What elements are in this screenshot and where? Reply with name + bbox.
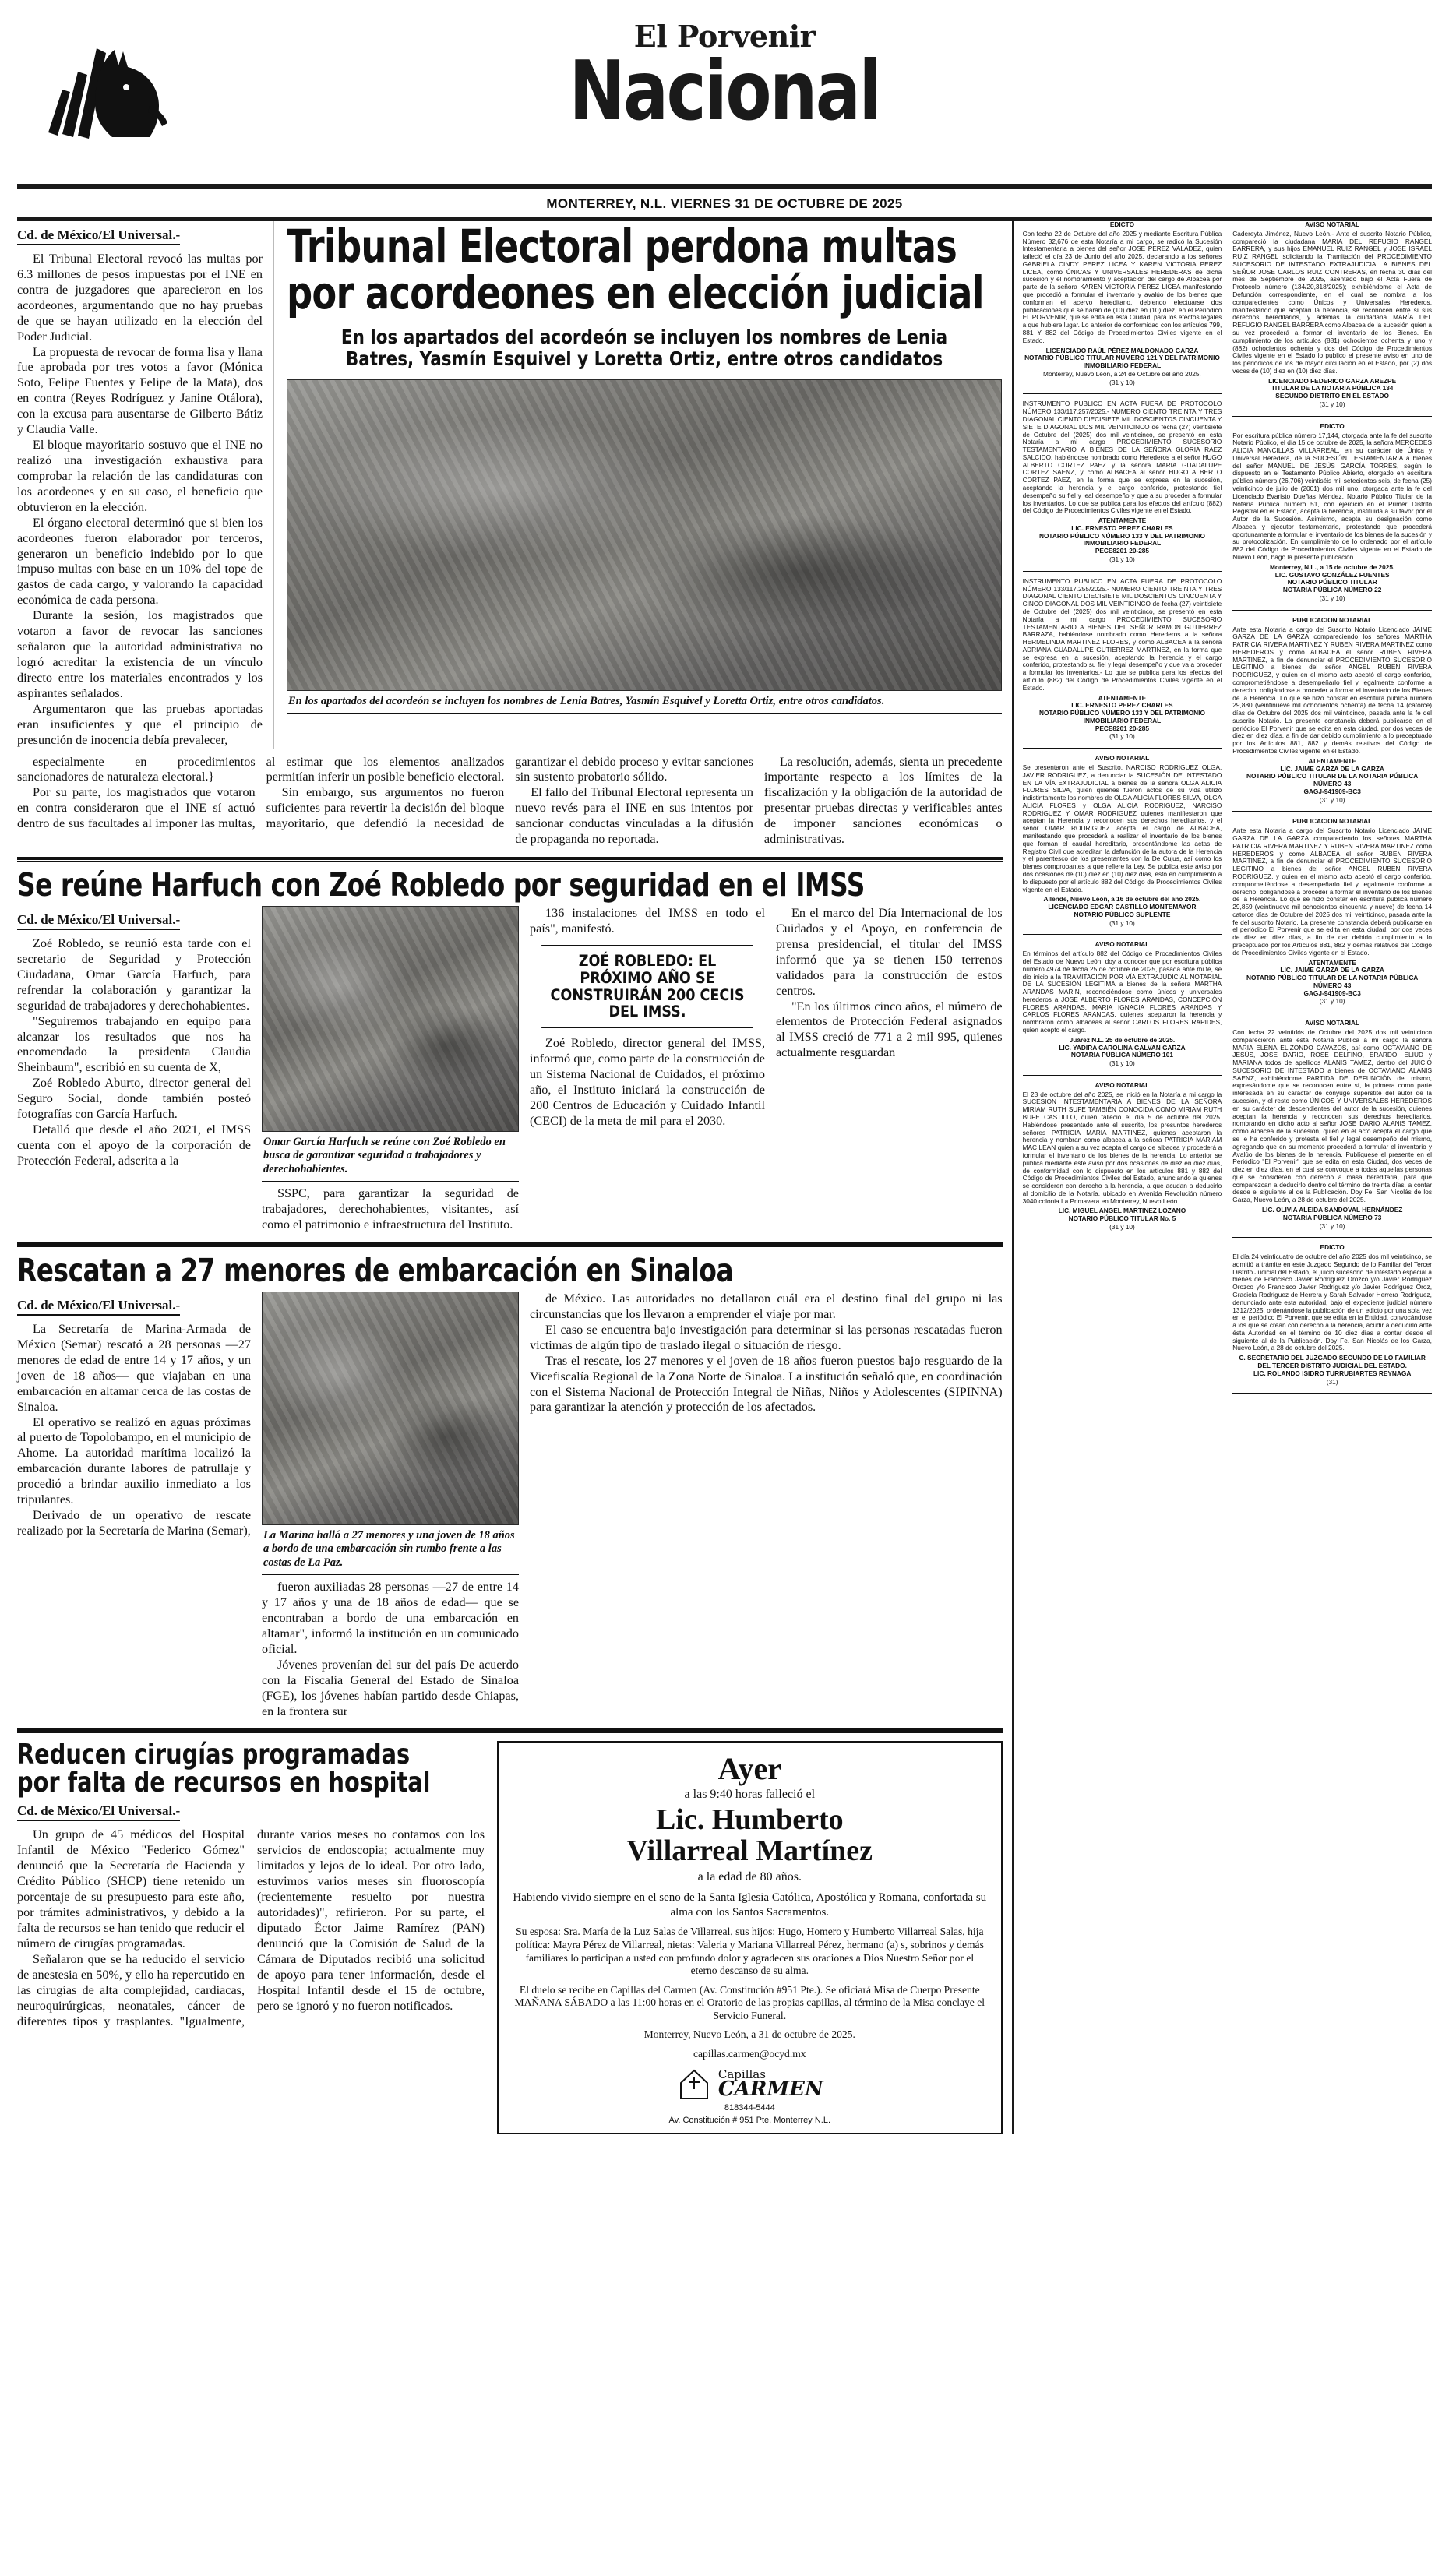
legal-notice-count: (31 y 10) [1319,795,1345,804]
legal-notice-signer: LIC. MIGUEL ANGEL MARTINEZ LOZANO NOTARIO PÚBLICO TITULAR No. 5 [1058,1207,1186,1223]
section-divider-1 [17,857,1003,862]
legal-notice-count: (31) [1326,1377,1338,1386]
article-main-headline-line1: Tribunal Electoral perdona multas [287,220,957,273]
legal-notice-body: Se presentaron ante el Suscrito, NARCISO RODRIGUEZ OLGA, JAVIER RODRIGUEZ, a denunciar la SUCESIÓN DE INTESTADO EN LA VÍA EXTRAJUDICIAL a bienes de la señora OLGA ALICIA FLORES SILVA, quien quienes fueron actos de su vida utilizó indistintamente los nombres de OLGA ALICIA FLORES SILVA, OLGA ALICIA FLORES y OLGA ALICIA RODRIGUEZ, NARCISO RODRIGUEZ Y OMAR RODRIGUEZ quienes manifiestaron que aceptan la Herencia y reconocen sus derechos hereditarios, y el señor OMAR RODRIGUEZ acepta el cargo de ALBACEA, manifestando que procederá a realizar el inventario de los bienes que forman el caudal hereditario, presentándome las actas de Registro Civil que acreditan la defunción de la autora de la Herencia y el parentesco de los presentantes con la De Cujus, así como los bienes comprobantes a que refiere la Ley. Se publica este aviso por dos ocasiones de (10) diez en (10) diez días, esto en cumplimiento a lo dispuesto por el artículo 882 del Código de Procedimientos Civiles vigente en el Estado. [1022,763,1222,893]
article-main-continuation [17,755,1003,848]
legal-notice-signer: ATENTAMENTE LIC. ERNESTO PEREZ CHARLES NOTARIO PÚBLICO NÚMERO 133 Y DEL PATRIMONIO INMOBILIARIO FEDERAL PECE8201 20-285 [1038,693,1205,732]
legal-notice-body: Por escritura pública número 17,144, otorgada ante la fe del suscrito Notario Público, el día 15 de octubre de 2025, la señora MERCEDES ALICIA MANCILLAS VILLARREAL, en su carácter de Única y Universal Heredera, de la SUCESIÓN TESTAMENTARIA a bienes del señor MANUEL DE JESÚS GARCÍA TORRES, según lo dispuesto en el Testamento Público Abierto, otorgado en escritura pública número (26,706) veintiséis mil setecientos seis, de fecha (25) veinticinco de julio de (2001) dos mil uno, otorgada ante la fe del Licenciado Evaristo Dueñas Méndez, Notario Público Titular de la Notaría Pública número 51, con ejercicio en el Primer Distrito Registral en el Estado, acepta la herencia, instituida a su favor por el Autor de la Sucesión. Asimismo, acepta su designación como Albacea y ejecutor testamentario, protestando que procederá oportunamente a formular el inventario de los bienes de la sucesión y su protocolización. En cumplimiento de lo ordenado por el artículo 882 del Código de Procedimientos Civiles vigente en el Estado de Nuevo León, hago la presente publicación. [1232,431,1432,562]
legal-notice-divider [1232,1237,1432,1238]
caption-rule [262,1181,519,1182]
brand-main: Nacional [569,44,880,139]
obituary-city: Monterrey, Nuevo León, a 31 de octubre de 2025. [643,2028,855,2041]
legal-notice-body: Ante esta Notaría a cargo del Suscrito Notario Licenciado JAIME GARZA DE LA GARZA compareciendo los señores MARTHA PATRICIA RIVERA MARTINEZ Y RUBEN RIVERA MARTINEZ como HEREDEROS y como ALBACEA el señor RUBEN RIVERA MARTINEZ, a fin de denunciar el PROCEDIMIENTO SUCESORIO LEGITIMO a bienes del señor ANGEL RUBEN RIVERA RODRIGUEZ, y quien en el mismo acto aceptó el cargo conferido, comprometiéndose a desempeñarlo fiel y legalmente conforme a derecho, obligándose a proceder a formar el inventario de los Bienes de la Herencia. Lo que se hizo constar en escritura pública número 29,880 (veintinueve mil ochocientos ochenta) de fecha 14 (catorce) días de Octubre del 2025 dos mil veinticinco, pasada ante la fe del suscrito Notario. La presente constancia deberá publicarse en el periódico El Porvenir que se edita en esta ciudad, por dos veces de diez en diez días, a fin de dar debido cumplimiento a lo preceptuado por los Artículos 881, 882 y demás relativos del Código de Procedimientos Civiles vigente en el Estado. [1232,625,1432,755]
legal-notice-title: EDICTO [1320,421,1345,430]
legal-notice-body: INSTRUMENTO PUBLICO EN ACTA FUERA DE PROTOCOLO NÚMERO 133/117.255/2025.- NUMERO CIENTO TREINTA Y TRES DIAGONAL CIENTO DIECISIETE MIL DOSCIENTOS CINCUENTA Y CINCO DIAGONAL DOS MIL VEINTICINCO de fecha (27) veintisiete de Octubre del (2025) dos mil veinticinco, se presentó en esta Notaría a mi cargo PROCEDIMIENTO SUCESORIO TESTAMENTARIO A BIENES DEL SEÑOR RAMON GUTIERREZ BARRAZA, habiéndose nombrado como Herederos a la señora HERMELINDA MARTINEZ FLORES, y como ALBACEA a la señora ADRIANA GUADALUPE GUTIERREZ MARTINEZ, en la forma que se expresa en la sucesión, aceptando la herencia y el cargo conferido, protestando su fiel y legal desempeño y que va a proceder a formular los inventarios.- Lo que se publica para los efectos del artículo (882) del Código de Procedimientos Civiles vigente en el Estado. [1022,576,1222,692]
legal-notice-title: PUBLICACION NOTARIAL [1292,615,1373,624]
article-sinaloa-caption: La Marina halló a 27 menores y una joven de 18 años a bordo de una embarcación sin rumbo frente a las costas de La Paz. [263,1528,515,1569]
article-main-right [274,221,1002,749]
paragraph: La propuesta de revocar de forma lisa y llana fue aprobada por tres votos a favor (Mónica Soto, Felipe Fuentes y Felipe de la Mata), dos en contra (Reyes Rodríguez y Janine Otálora), con la excusa para ausentarse de Gilberto Bátiz y Claudia Valle. [17,344,263,437]
article-main-left-column [17,221,274,749]
page-body [17,221,1432,2134]
legal-notice [1232,617,1432,805]
paragraph: El bloque mayoritario sostuvo que el INE no realizó una investigación exhaustiva para comprobar la relación de las candidaturas con los acordeones y en su caso, el beneficio que obtuvieron en la elección. [17,438,263,514]
brand-top: El Porvenir [633,19,816,54]
paragraph: "Seguiremos trabajando en equipo para alcanzar los resultados que nos ha encomendado la presidenta Claudia Sheinbaum", escribió en su cuenta de X, [17,1013,251,1075]
funeral-home-name-top: Capillas [717,2067,766,2082]
legal-notice [1232,1020,1432,1230]
article-main-credit: Cd. de México/El Universal.- [17,227,180,245]
paragraph: Argumentaron que las pruebas aportadas eran insuficientes y que el principio de presunción de inocencia debía prevalecer, [17,701,263,747]
article-main-headline-line2: por acordeones en elección judicial [287,266,984,320]
legal-notice-count: (31 y 10) [1319,1221,1345,1230]
paragraph: Señalaron que se ha reducido el servicio de anestesia en 50%, y ello ha repercutido en las cirugías de alta complejidad, cardiacas, neuroquirúrgicas, neonatales, cáncer de diferentes tipos y trasplantes. "Igualmente, durante varios meses no contamos con los servicios de endoscopia; actualmente muy limitados y lejos de lo ideal. Por otro lado, estuvimos varios meses sin fluoroscopía (recientemente resuelto por nuestra autoridades)", refirieron. Por su parte, el diputado Éctor Jaime Ramírez (PAN) denunció que la Comisión de Salud de la Cámara de Diputados recibió una solicitud de apoyo para tener información, desde el Hospital Infantil desde el 15 de octubre, pero se ignoró y no fueron notificados. [17,1827,485,2028]
legal-notice-signer: Allende, Nuevo León, a 16 de octubre del año 2025. LICENCIADO EDGAR CASTILLO MONTEMAYOR NOTARIO PÚBLICO SUPLENTE [1043,895,1201,918]
paragraph: SSPC, para garantizar la seguridad de trabajadores, derechohabientes, visitantes, así como el patrimonio e infraestructura del Instituto. [262,1186,519,1232]
paragraph: especialmente en procedimientos sancionadores de naturaleza electoral.} [17,754,256,784]
legal-notice-title: AVISO NOTARIAL [1305,220,1360,228]
article-imss-photo [262,906,519,1132]
obituary-time: a las 9:40 horas falleció el [684,1788,816,1802]
legal-notice-signer: ATENTAMENTE LIC. JAIME GARZA DE LA GARZA NOTARIO PÚBLICO TITULAR DE LA NOTARIA PÚBLICA NÚMERO 43 GAGJ-941909-BC3 [1246,958,1419,997]
legal-notice-divider [1232,1393,1432,1394]
article-hospital [17,1741,485,2134]
legal-notice-count: (31 y 10) [1109,555,1135,564]
chapel-icon [676,2069,712,2100]
paragraph: Detalló que desde el año 2021, el IMSS cuenta con el apoyo de la corporación de Protección Federal, adscrita a la [17,1122,251,1168]
legal-notice-body: En términos del artículo 882 del Código de Procedimientos Civiles del Estado de Nuevo León, doy a conocer que por escritura pública número 4974 de fecha 25 de octubre de 2025, pasada ante mi fe, se dio inicio a la TRAMITACIÓN POR VÍA EXTRAJUDICIAL NOTARIAL DE LA SUCESIÓN LEGITIMA a bienes de la señora MARTHA ARANDAS MARIN, reconociéndose como únicos y universales herederos a JOSE ALBERTO FLORES ARANDAS, CONCEPCIÓN FLORES ARANDAS, MARIA IGNACIA FLORES ARANDAS Y CARLOS FLORES ARANDAS, quienes aceptaron la herencia y nombraron como albaceas al señor CARLOS FLORES RAPIDES, quien acepto el cargo. [1022,950,1222,1034]
obituary-family: Su esposa: Sra. María de la Luz Salas de Villarreal, sus hijos: Hugo, Homero y Humberto Villarreal Salas, hija política: Mayra Pérez de Villarreal, nietas: Valeria y Mariana Villarreal Pérez, hermano (a) s, sobrinos y demás familiares lo participan a usted con profundo dolor y agradecen sus oraciones a Dios Nuestro Señor por el eterno descanso de su alma. [515,1926,984,1977]
legal-notice-divider [1023,571,1222,572]
legal-notice-signer: C. SECRETARIO DEL JUZGADO SEGUNDO DE LO FAMILIAR DEL TERCER DISTRITO JUDICIAL DEL ESTADO. LIC. ROLANDO ISIDRO TURRUBIARTES REYNAGA [1239,1354,1426,1377]
legal-notices-columns [1023,221,1432,1394]
article-sinaloa-headline: Rescatan a 27 menores de embarcación en Sinaloa [17,1251,734,1289]
legal-notice [1023,1082,1222,1232]
paragraph: Zoé Robledo Aburto, director general del Seguro Social, donde también posteó fotografías con García Harfuch. [17,1076,251,1122]
legal-notice-title: AVISO NOTARIAL [1095,940,1150,949]
article-hospital-headline-line2: por falta de recursos en hospital [17,1767,431,1799]
legal-notice-title: EDICTO [1320,1243,1345,1252]
legal-notice-body: Cadereyta Jiménez, Nuevo León.- Ante el suscrito Notario Público, compareció la ciudadana MARIA DEL REFUGIO RANGEL BARRERA, y sus hijos EMANUEL RUIZ RANGEL y JOSE ISRAEL RUIZ RANGEL solicitando la Tramitación del PROCEDIMIENTO SUCESORIO DE INTESTADO EXTRAJUDICIAL A BIENES DEL SEÑOR JOSE CARLOS RUIZ CONTRERAS, en fecha 30 días del mes de Septiembre de 2025, asentado bajo el Acta Fuera de Protocolo número (134/20,318/2025); exhibiéndome el Acta de Defunción correspondiente, en el cual se nombra a los comparecientes como Únicos y Universales Herederos, manifestando que aceptan la herencia, se reconocen entre sí sus derechos hereditarios, y además la ciudadana MARÍA DEL REFUGIO RANGEL BARRERA como Albacea de la sucesión quien a su vez procederá a formar el inventario de los Bienes. En cumplimiento de los artículos (881) ochocientos ochenta y uno y (882) ochocientos ochenta y dos del Código de Procedimientos Civiles vigente en el Estado lo publico el presente aviso en uno de los periódicos de los de mayor circulación en el Estado, por (2) dos veces de (10) diez en (10) diez días. [1232,229,1432,375]
paragraph: Derivado de un operativo de rescate realizado por la Secretaría de Marina (Semar), [17,1508,251,1538]
paragraph: Tras el rescate, los 27 menores y el joven de 18 años fueron puestos bajo resguardo de la Vicefiscalía Regional de la Zona Norte de Sinaloa. La institución señaló que, en coordinación con el Sistema Nacional de Protección Integral de Niñas, Niños y Adolescentes (SIPINNA) para garantizar la atención y protección de los afectados. [530,1353,1003,1415]
legal-notice [1023,221,1222,386]
legal-notice-body: Con fecha 22 de Octubre del año 2025 y mediante Escritura Pública Número 32,676 de esta Notaría a mi cargo, se radicó la Sucesión Intestamentaria a bienes del señor JOSE PEREZ VALADEZ, quien falleció el día 23 de Junio del año 2025, declarando a los señores GABRIELA CINDY PEREZ LICEA Y KAREN VICTORIA PEREZ LICEA, como ÚNICAS Y UNIVERSALES HEREDERAS de dicha sucesión y el nombramiento y aceptación del cargo de Albacea por parte de la señora KAREN VICTORIA PEREZ LICEA manifestando que procedió a formular el inventario y avalúo de los bienes que conforman el acervo hereditario, debiendo efectuarse dos publicaciones que se harán de (10) diez en (10) diez, en el Periódico EL PORVENIR, que se edita en esta Ciudad, para los efectos legales a que hubiere lugar. Lo anterior de conformidad con los artículos 799, 881 Y 882 del Código de Procedimientos Civiles vigente en el Estado. [1022,229,1222,344]
brand-block [17,0,1432,139]
legal-notice [1023,755,1222,927]
paragraph: Un grupo de 45 médicos del Hospital Infantil de México "Federico Gómez" denunció que la Secretaría de Hacienda y Crédito Público (SHCP) tiene retenido un porcentaje de su presupuesto para este año, por trámites administrativos, y debido a la falta de recursos se han tenido que reducir el número de cirugías programadas. [17,1827,245,1951]
paragraph: Jóvenes provenían del sur del país De acuerdo con la Fiscalía General del Estado de Sinaloa (FGE), los jóvenes habían partido desde Chiapas, en la frontera sur [262,1657,519,1718]
article-sinaloa-photo [262,1292,519,1525]
paragraph: La Secretaría de Marina-Armada de México (Semar) rescató a 28 personas —27 menores de edad de entre 14 y 17 años, y un joven de 18 años— que viajaban en una embarcación en altamar cerca de las costas de Sinaloa. [17,1321,251,1414]
paragraph: En el marco del Día Internacional de los Cuidados y el Apoyo, en conferencia de prensa presidencial, el titular del IMSS informó que ya se tienen 150 terrenos validados para la construcción de estos centros. [776,906,1003,998]
legal-notice-signer: Juárez N.L. 25 de octubre de 2025. LIC. YADIRA CAROLINA GALVAN GARZA NOTARIA PÚBLICA NÚMERO 101 [1059,1035,1186,1059]
funeral-home-phone: 818344-5444 [724,2102,775,2113]
paragraph: El fallo del Tribunal Electoral representa un nuevo revés para el INE en sus intentos por sancionar conductas vinculadas a la difusión de propaganda no reportada. [515,785,753,847]
legal-notice-signer: Monterrey, N.L., a 15 de octubre de 2025. LIC. GUSTAVO GONZÁLEZ FUENTES NOTARIO PÚBLICO TITULAR NOTARIA PÚBLICA NÚMERO 22 [1269,562,1395,594]
legal-notice [1023,578,1222,741]
article-sinaloa-credit: Cd. de México/El Universal.- [17,1298,180,1316]
legal-notice-body: INSTRUMENTO PUBLICO EN ACTA FUERA DE PROTOCOLO NÚMERO 133/117.257/2025.- NUMERO CIENTO TREINTA Y TRES DIAGONAL CIENTO DIECISIETE MIL DOSCIENTOS CINCUENTA Y SIETE DIAGONAL DOS MIL VEINTICINCO de fecha (27) veintisiete de Octubre del (2025) dos mil veinticinco, se presentó en esta Notaría a mi cargo PROCEDIMIENTO SUCESORIO TESTAMENTARIO A BIENES DE LA SEÑORA GLORIA RAEZ SALCIDO, habiéndose nombrado como Herederos a el señor HUGO ALBERTO CORTEZ PAEZ y la señora MARIA GUADALUPE CORTEZ SAENZ, y como ALBACEA al señor HUGO ALBERTO CORTEZ PAEZ, en la forma que se expresa en la sucesión, aceptando la herencia y el cargo conferido, protestando fiel desempeño su fiel y leal desempeño y que a su proceder a formular los inventarios. Lo que se publica para los efectos del artículo (882) del Código de Procedimientos Civiles vigente en el Estado. [1022,400,1222,515]
paragraph: Por su parte, los magistrados que votaron en contra consideraron que el INE sí actuó dentro de sus facultades al imponer las multas, al estimar que los elementos analizados permitían inferir un posible beneficio electoral. [17,754,505,831]
bottom-row [17,1741,1003,2134]
paragraph: Zoé Robledo, director general del IMSS, informó que, como parte de la construcción de un Sistema Nacional de Cuidados, el próximo año, el Instituto iniciará la construcción de 200 Centros de Educación y Cuidado Infantil (CECI) de la meta de mil para el 2030. [530,1036,765,1128]
article-main [17,221,1003,749]
section-divider-3 [17,1728,1003,1733]
article-imss-headline: Se reúne Harfuch con Zoé Robledo por seguridad en el IMSS [17,866,865,904]
legal-notice [1023,400,1222,563]
legal-notice-title: EDICTO [1109,220,1135,228]
legal-notice-count: (31 y 10) [1319,400,1345,408]
legal-notice-count: (31 y 10) [1109,1059,1135,1068]
article-sinaloa-photo-block [262,1292,519,1719]
caption-rule [262,1574,519,1575]
article-main-photo [287,379,1002,691]
article-main-subhead: En los apartados del acordeón se incluyen los nombres de Lenia Batres, Yasmín Esquivel y Loretta Ortiz, entre otros candidatos [340,325,948,370]
legal-notice-count: (31 y 10) [1319,997,1345,1006]
legal-notice [1232,818,1432,1006]
news-zone [17,221,1012,2134]
legal-notice-body: El día 24 veinticuatro de octubre del año 2025 dos mil veinticinco, se admitió a trámite en este Juzgado Segundo de lo Familiar del Tercer Distrito Judicial del Estado, el juicio sucesorio de intestado especial a bienes de Francisco Javier Rodríguez Orozco y/o Javier Rodríguez Orozco y/o Francisco Javier Rodríguez y/o Javier Rodríguez Oroz, Graciela Rodríguez de Herrera y Sarah Salvador Herrera Rodríguez, denunciado ante esta autoridad, bajo el expediente judicial número 1312/2025, ordenándose la publicación de un edicto por una sola vez en el periódico El Porvenir, que se edita en la Entidad, convocándose a los que se crean con derecho a la herencia, acudir a deducirlo ante ésta Autoridad en el término de 10 diez días a contar desde el siguiente al de la Publicación. Doy Fe. San Nicolás de los Garza, Nuevo León, a 28 de octubre del 2025. [1232,1253,1432,1352]
legal-notice [1232,423,1432,603]
paragraph: El caso se encuentra bajo investigación para determinar si las personas rescatadas fueron víctimas de algún tipo de traslado ilegal o situación de riesgo. [530,1322,1003,1352]
article-imss-pullquote: ZOÉ ROBLEDO: EL PRÓXIMO AÑO SE CONSTRUIRÁN 200 CECIS DEL IMSS. [541,945,753,1028]
masthead [17,0,1432,179]
legal-notices-zone [1012,221,1432,2134]
obituary-services: El duelo se recibe en Capillas del Carmen (Av. Constitución #951 Pte.). Se oficiará Misa de Cuerpo Presente MAÑANA SÁBADO a las 11:00 horas en el Oratorio de las propias capillas, al término de la Misa conclaye el Servicio Funeral. [514,1983,985,2021]
funeral-home-address: Av. Constitución # 951 Pte. Monterrey N.L. [668,2115,831,2125]
paragraph: Durante la sesión, los magistrados que votaron a favor de revocar las sanciones señalaron que la autoridad administrativa no logró acreditar la existencia de un vínculo directo entre los materiales encontrados y los aspirantes señalados. [17,608,263,700]
legal-notice-count: (31 y 10) [1109,1222,1135,1231]
article-main-lead [17,252,263,749]
article-imss-photo-block [262,906,519,1233]
legal-notice-divider [1023,393,1222,394]
funeral-home-name [717,2067,823,2102]
legal-notice-divider [1232,610,1432,611]
legal-notice-title: AVISO NOTARIAL [1305,1019,1360,1027]
obituary-age: a la edad de 80 años. [697,1870,802,1884]
masthead-rule [17,184,1432,189]
legal-notice-divider [1232,811,1432,812]
legal-notice-count: (31 y 10) [1109,732,1135,741]
paragraph: "En los últimos cinco años, el número de elementos de Protección Federal asignados al IMSS creció de 771 a 2 mil 995, quienes actualmente resguardan [776,999,1003,1060]
funeral-home-logo [513,2069,987,2100]
legal-notice-body: Ante esta Notaría a cargo del Suscrito Notario Licenciado JAIME GARZA DE LA GARZA compareciendo los señores MARTHA PATRICIA RIVERA MARTINEZ Y RUBEN RIVERA MARTINEZ como HEREDEROS y como ALBACEA el señor RUBEN RIVERA MARTINEZ, a fin de denunciar el PROCEDIMIENTO SUCESORIO LEGITIMO a bienes del señor ANGEL RUBEN RIVERA RODRIGUEZ, y quien en el mismo acto aceptó el cargo conferido, comprometiéndose a desempeñarlo fiel y legalmente conforme a derecho, obligándose a proceder a formar el inventario de los Bienes de la Herencia. Lo que se hizo constar en escritura pública número 29,859 (veintinueve mil ochocientos cincuenta y nueve) de fecha 14 catorce días de Octubre del 2025 dos mil veinticinco, pasada ante la fe del suscrito Notario. La presente constancia deberá publicarse en el periódico El Porvenir que se edita en esta ciudad, por dos veces de diez en diez días, a fin de dar debido cumplimiento a lo preceptuado por los Artículos 881, 882 y demás relativos del Código de Procedimientos Civiles vigente en el Estado. [1232,826,1432,957]
obituary-faith: Habiendo vivido siempre en el seno de la Santa Iglesia Católica, Apostólica y Romana, confortada su alma con los Santos Sacramentos. [513,1891,987,1919]
legal-notice-body: El 23 de octubre del año 2025, se inició en la Notaría a mi cargo la SUCESION INTESTAMENTARIA A BIENES DE LA SEÑORA MIRIAM RUTH SUFE TAMBIÉN CONOCIDA COMO MIRIAM RUTH BUFE CASTILLO, quien falleció el día 5 de octubre del 2025. Habiéndose presentado ante el suscrito, los presuntos herederos señores PATRICIA MARIA MARTINEZ, quienes aceptaron la herencia y nombran como albacea a la señora PATRICIA MARIAM MAC LEAN quien a su vez acepta el cargo de albacea y procederá a formular el inventario de los bienes de la herencia. Lo anterior se publica mediante este aviso por dos ocasiones de diez en diez días, de conformidad con lo dispuesto en los artículos 881 y 882 del Código de Procedimientos Civiles del Estado, anunciando a quienes se consideren con derecho a la herencia, a que acudan a deducirlo al domicilio de la Notaría, ubicado en Avenida Revolución número 3040 colonia La Primavera en Monterrey, Nuevo León. [1022,1090,1222,1205]
paragraph: Zoé Robledo, se reunió esta tarde con el secretario de Seguridad y Protección Ciudadana, Omar García Harfuch, para refrendar la colaboración y garantizar la seguridad de trabajadores y derechohabientes. [17,936,251,1013]
legal-notice [1023,941,1222,1068]
paragraph: El operativo se realizó en aguas próximas al puerto de Topolobampo, en el municipio de Ahome. La autoridad marítima localizó la embarcación durante labores de patrullaje y procedió a brindar auxilio inmediato a los tripulantes. [17,1415,251,1507]
legal-notice-signer: LICENCIADO RAÚL PÉREZ MALDONADO GARZA NOTARIO PÚBLICO TITULAR NÚMERO 121 Y DEL PATRIMONIO INMOBILIARIO FEDERAL [1024,346,1220,370]
article-sinaloa [17,1251,1003,1719]
article-sinaloa-col3 [530,1292,1003,1719]
legal-notice-count: (31 y 10) [1109,918,1135,927]
legal-notice-signer: LIC. OLIVIA ALEIDA SANDOVAL HERNÁNDEZ NOTARIA PÚBLICA NÚMERO 73 [1261,1205,1403,1221]
article-hospital-credit: Cd. de México/El Universal.- [17,1803,180,1821]
funeral-home-name-bottom: CARMEN [717,2077,823,2102]
obituary [497,1741,1003,2134]
paragraph: fueron auxiliadas 28 personas —27 de entre 14 y 17 años y una de 18 años de edad— que se encontraban a bordo de una embarcación en altamar", informó la institución en un comunicado oficial. [262,1580,519,1656]
legal-notice-divider [1023,1075,1222,1076]
legal-notice-date: Monterrey, Nuevo León, a 24 de Octubre del año 2025. [1043,369,1201,378]
legal-notice-title: AVISO NOTARIAL [1095,1080,1150,1089]
legal-notice-body: Con fecha 22 veintidós de Octubre del 2025 dos mil veinticinco comparecieron ante esta Notaría Pública a mi cargo la señora MARIA ELENA ELIZONDO CAVAZOS, así como OCTAVIANO DE JESÚS, JOSE DARIO, ROSE DELFINO, ERARDO, ELIUD y MARIANA todos de apellidos ALANIS TAMEZ, dentro del JUICIO SUCESORIO DE INTESTADO a bienes de OCTAVIANO ALANIS SAENZ, exhibiéndome PARTIDA DE DEFUNCIÓN del mismo, expresándome que se reconocen entre sí, la primera como parte interesada en su carácter de cónyuge supérstite del autor de la sucesión, y el resto como ÚNICOS Y UNIVERSALES HEREDEROS en su carácter de descendientes del autor de la sucesión, quienes aceptan la herencia y reconocen sus derechos hereditarios, nombrando en dicho acto al señor JOSE DARIO ALANIS TAMEZ, como Albacea de la sucesión, quien en el acto acepta el cargo que se le ha conferido y protesta el fiel y legal desempeño del mismo, agregando que en su momento procederá a formular el inventario y Avalúo de los bienes de la herencia. Publíquese el presente en el Periódico "El Porvenir" que se edita en esta Ciudad, dos veces de diez en diez días, en el cual se convoque a todas aquellas personas que se consideren con derecho a masa hereditaria, para que comparezcan a deducirlo dentro del término de treinta días, a contar desde el siguiente al de la Publicación. Doy Fe. San Nicolás de los Garza, Nuevo León, a 28 de octubre del 2025. [1232,1028,1432,1204]
legal-notice-divider [1023,748,1222,749]
article-imss-caption: Omar García Harfuch se reúne con Zoé Robledo en busca de garantizar seguridad a trabajadores y derechohabientes. [263,1136,506,1175]
article-main-caption: En los apartados del acordeón se incluyen los nombres de Lenia Batres, Yasmín Esquivel y Loretta Ortiz, entre otros candidatos. [288,694,885,707]
legal-notice-divider [1023,934,1222,935]
legal-notice [1232,1244,1432,1386]
article-sinaloa-col1 [17,1292,251,1719]
paragraph: 136 instalaciones del IMSS en todo el país", manifestó. [530,906,765,936]
paragraph: Sin embargo, sus argumentos no fueron suficientes para revertir la decisión del bloque mayoritario, que defendió la necesidad de garantizar el debido proceso y evitar sanciones sin sustento probatorio sólido. [266,754,753,831]
obituary-name-line2: Villarreal Martínez [626,1834,873,1868]
legal-notice-signer: ATENTAMENTE LIC. ERNESTO PEREZ CHARLES NOTARIO PÚBLICO NÚMERO 133 Y DEL PATRIMONIO INMOBILIARIO FEDERAL PECE8201 20-285 [1038,516,1205,555]
paragraph: El órgano electoral determinó que si bien los acordeones fueron elaborador por terceros, generaron un beneficio indebido por lo que impuso multas con base en un 10% del tope de gastos de cada cargo, y valorando la capacidad económica de cada persona. [17,515,263,608]
legal-notice [1232,221,1432,409]
paragraph: de México. Las autoridades no detallaron cuál era el destino final del grupo ni las circunstancias que los llevaron a emprender el viaje por mar. [530,1291,1003,1321]
paragraph: La resolución, además, sienta un precedente importante respecto a los límites de la fiscalización y la obligación de la autoridad de presentar pruebas directas y verificables antes de imponer sanciones económicas o administrativas. [763,754,1003,847]
caption-rule [287,713,1002,714]
dateline: MONTERREY, N.L. VIERNES 31 DE OCTUBRE DE 2025 [546,196,903,211]
article-imss-col3 [530,906,765,1233]
legal-notice-signer: LICENCIADO FEDERICO GARZA AREZPE TITULAR DE LA NOTARIA PÚBLICA 134 SEGUNDO DISTRITO EN EL ESTADO [1268,376,1397,400]
legal-notice-title: AVISO NOTARIAL [1095,754,1150,763]
legal-notice-title: PUBLICACION NOTARIAL [1292,817,1373,826]
section-divider-2 [17,1242,1003,1247]
article-imss-col1 [17,906,251,1233]
paragraph: El Tribunal Electoral revocó las multas por 6.3 millones de pesos impuestas por el INE en contra de juzgadores que aparecieron en los acordeones, argumentando que no hay pruebas de que se hayan utilizado en la elección del Poder Judicial. [17,252,263,344]
legal-notice-count: (31 y 10) [1319,594,1345,602]
legal-notice-count: (31 y 10) [1109,378,1135,386]
article-hospital-headline-line1: Reducen cirugías programadas [17,1739,411,1771]
obituary-name-line1: Lic. Humberto [655,1803,844,1837]
obituary-email: capillas.carmen@ocyd.mx [693,2048,806,2060]
article-imss-col4 [776,906,1003,1233]
obituary-ayer: Ayer [717,1751,782,1787]
article-imss-credit: Cd. de México/El Universal.- [17,912,180,930]
legal-notice-divider [1232,416,1432,417]
legal-notice-signer: ATENTAMENTE LIC. JAIME GARZA DE LA GARZA NOTARIO PÚBLICO TITULAR DE LA NOTARIA PÚBLICA NÚMERO 43 GAGJ-941909-BC3 [1246,756,1419,795]
article-imss [17,866,1003,1233]
